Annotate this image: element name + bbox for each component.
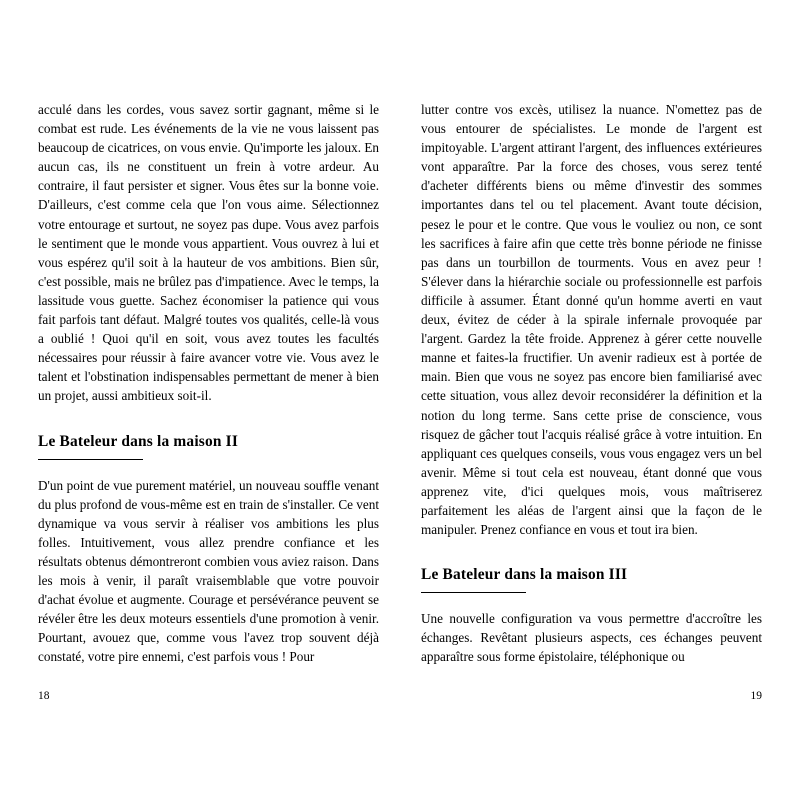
paragraph: D'un point de vue purement matériel, un nouveau souffle venant du plus profond de vous-même est en train de s'installer. Ce vent dynamique va vous servir à réaliser vos ambitions les plus folles. Intuitivement, vous allez prendre confiance et les résultats obtenus démontreront combien vous aviez raison. Dans les mois à venir, il paraît vraisemblable que votre pouvoir d'achat évolue et augmente. Courage et persévérance peuvent se révéler être les deux moteurs essentiels d'une promotion à venir. Pourtant, avouez que, comme vous l'avez trop souvent déjà constaté, votre pire ennemi, c'est parfois vous ! Pour <box>38 477 379 665</box>
section-heading-right: Le Bateleur dans la maison III <box>421 566 628 584</box>
left-page-column <box>38 100 379 666</box>
heading-rule <box>38 459 143 460</box>
folio-left: 18 <box>38 690 50 702</box>
paragraph: lutter contre vos excès, utilisez la nuance. N'omettez pas de vous entourer de spécialistes. Le monde de l'argent est impitoyable. L'argent attirant l'argent, des influences extérieures vont apparaître. Par la force des choses, vous serez tenté d'acheter différents biens ou même d'investir des sommes importantes dans tel ou tel placement. Avant toute décision, pesez le pour et le contre. Que vous le vouliez ou non, ce sont les sacrifices à faire afin que cette très bonne période ne finisse pas dans un tourbillon de tourments. Vous en avez peur ! S'élever dans la hiérarchie sociale ou professionnelle est parfois difficile à assumer. Étant donné qu'un homme averti en vaut deux, évitez de céder à la spirale infernale provoquée par l'argent. Gardez la tête froide. Apprenez à gérer cette nouvelle manne et faites-la fructifier. Un avenir radieux est à portée de main. Bien que vous ne soyez pas encore bien familiarisé avec cette situation, vous allez devoir reconsidérer la définition et la notion du long terme. Sans cette prise de conscience, vous risquez de gâcher tout l'acquis réalisé grâce à votre intuition. En appliquant ces quelques conseils, vous vous engagez vers un bel avenir. Même si tout cela est nouveau, étant donné que vous apprenez vite, d'ici quelques mois, vous maîtriserez parfaitement les aléas de l'argent ainsi que la façon de le manipuler. Prenez confiance en vous et tout ira bien. <box>421 102 762 538</box>
paragraph: Une nouvelle configuration va vous permettre d'accroître les échanges. Revêtant plusieurs aspects, ces échanges peuvent apparaître sous forme épistolaire, téléphonique ou <box>421 611 762 665</box>
section-heading-left: Le Bateleur dans la maison II <box>38 432 239 450</box>
folio-right: 19 <box>750 690 762 702</box>
text-columns <box>38 100 762 666</box>
page-footer <box>38 690 762 702</box>
paragraph: acculé dans les cordes, vous savez sortir gagnant, même si le combat est rude. Les événements de la vie ne vous laissent pas beaucoup de cicatrices, on vous envie. Qu'importe les jaloux. En aucun cas, ils ne constituent un frein à votre ardeur. Au contraire, il faut persister et signer. Vous êtes sur la bonne voie. D'ailleurs, c'est comme cela que l'on vous aime. Sélectionnez votre entourage et surtout, ne soyez pas dupe. Vous avez parfois le sentiment que le monde vous appartient. Vous ouvrez à lui et vous espérez qu'il soit à la hauteur de vos ambitions. Bien sûr, c'est possible, mais ne brûlez pas d'impatience. Avec le temps, la lassitude vous guette. Sachez économiser la patience qui vous fait parfois tant défaut. Malgré toutes vos qualités, celle-là vous a oublié ! Quoi qu'il en soit, vous avez toutes les facultés nécessaires pour réussir à faire avancer votre vie. Vous avez le talent et l'obstination indispensables permettant de mener à bien un projet, aussi ambitieux soit-il. <box>38 102 379 404</box>
right-page-column <box>421 100 762 666</box>
heading-rule <box>421 592 526 593</box>
